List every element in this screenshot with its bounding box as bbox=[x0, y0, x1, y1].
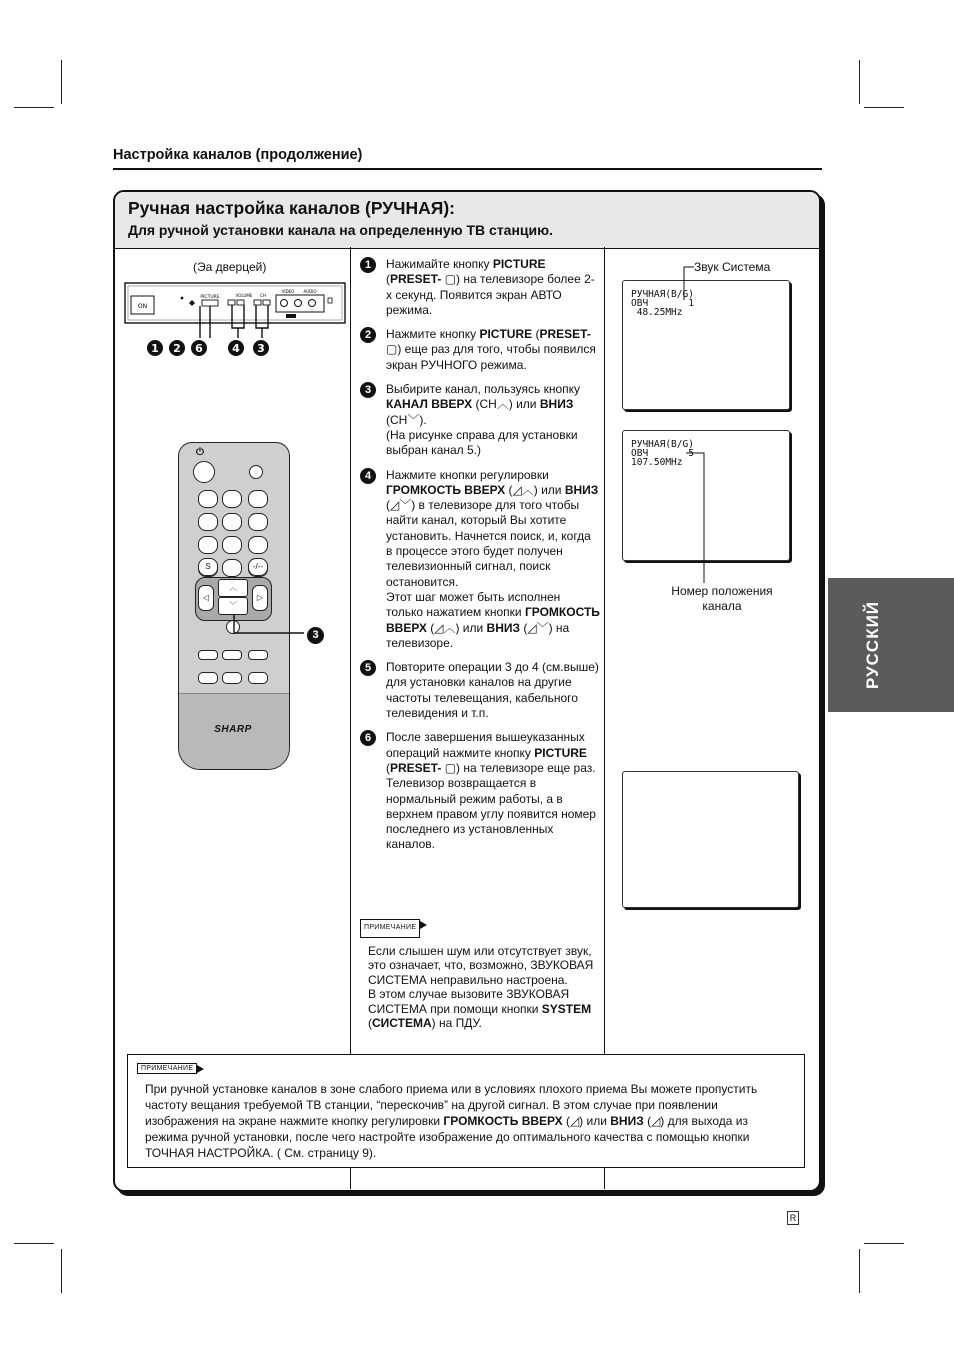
page-mark: R bbox=[787, 1211, 799, 1225]
crop-mark bbox=[864, 107, 904, 108]
osd-screen-3 bbox=[622, 771, 799, 908]
note-tag: ПРИМЕЧАНИЕ bbox=[360, 919, 420, 938]
remote-key[interactable] bbox=[198, 672, 218, 684]
remote-keypad bbox=[178, 442, 288, 768]
bottom-note-text: При ручной установке каналов в зоне слабого приема или в условиях плохого приема Вы можете пропустить частоту вещания требуемой ТВ станции, “перескочив” на другой сигнал. В этом случае при появлении изображения на экране нажмите кнопку регулировки ГРОМКОСТЬ ВВЕРХ (◿) или ВНИЗ (◿) для выхода из режима ручной установки, после чего настройте изображение до оптимального качества с помощью кнопки ТОЧНАЯ НАСТРОЙКА. ( См. страницу 9). bbox=[145, 1082, 758, 1160]
step-number: 6 bbox=[360, 730, 376, 746]
audio-label: AUDIO bbox=[303, 289, 317, 294]
step-text: Нажимайте кнопку PICTURE (PRESET- ▢) на телевизоре более 2-х секунд. Появится экран АВТО режима. bbox=[386, 257, 595, 317]
remote-key[interactable]: -/-- bbox=[248, 558, 268, 576]
volume-label: VOLUME bbox=[235, 293, 253, 298]
osd-line: 48.25MHz bbox=[631, 307, 683, 318]
remote-key[interactable] bbox=[198, 490, 218, 508]
crop-mark bbox=[859, 60, 860, 104]
vol-down-key[interactable]: ◁ bbox=[198, 585, 214, 611]
note-block bbox=[360, 918, 595, 1031]
ch-down-key[interactable]: ﹀ bbox=[218, 597, 248, 615]
step-text: После завершения вышеуказанных операций нажмите кнопку PICTURE (PRESET- ▢) на телевизоре еще раз. Телевизор возвращается в нормальный режим работы, а в верхнем правом углу появится номер последнего из установленных каналов. bbox=[386, 730, 596, 852]
sound-system-label: Звук Система bbox=[694, 260, 771, 274]
column-divider bbox=[350, 1167, 351, 1189]
step-number: 2 bbox=[360, 327, 376, 343]
step-text: Нажмите кнопку PICTURE (PRESET- ▢) еще раз для того, чтобы появился экран РУЧНОГО режима. bbox=[386, 327, 596, 372]
power-label: ON bbox=[137, 303, 148, 310]
vol-up-button[interactable] bbox=[237, 300, 244, 305]
step-item bbox=[360, 382, 600, 458]
crop-mark bbox=[14, 1243, 54, 1244]
remote-brand: SHARP bbox=[214, 724, 252, 735]
channel-label: CH bbox=[260, 293, 266, 298]
step-item bbox=[360, 468, 600, 652]
ch-up-key[interactable]: ︿ bbox=[218, 579, 248, 597]
steps-list bbox=[360, 257, 600, 862]
remote-key[interactable] bbox=[222, 672, 242, 684]
step-number: 1 bbox=[360, 257, 376, 273]
section-header: Настройка каналов (продолжение) bbox=[113, 147, 363, 163]
osd-line: РУЧНАЯ(B/G) bbox=[631, 289, 694, 300]
remote-key[interactable] bbox=[222, 513, 242, 531]
box-title: Ручная настройка каналов (РУЧНАЯ): bbox=[128, 198, 455, 218]
column-divider bbox=[604, 1167, 605, 1189]
picture-label: PICTURE bbox=[200, 295, 220, 300]
step-text: Повторите операции 3 до 4 (см.выше) для установки каналов на другие частоты телевещания, кабельного телевидения и т.п. bbox=[386, 660, 599, 721]
vol-down-button[interactable] bbox=[228, 300, 235, 305]
bottom-note bbox=[127, 1054, 805, 1168]
channel-pos-label: Номер положения канала bbox=[671, 584, 773, 613]
step-number: 4 bbox=[360, 468, 376, 484]
panel-callout: 1 bbox=[151, 342, 159, 355]
panel-callout: 2 bbox=[173, 342, 181, 355]
remote-key[interactable] bbox=[222, 650, 242, 660]
remote-key[interactable] bbox=[248, 490, 268, 508]
crop-mark bbox=[864, 1243, 904, 1244]
osd-line: 107.50MHz bbox=[631, 457, 683, 468]
remote-key[interactable]: S bbox=[198, 558, 218, 576]
remote-key[interactable] bbox=[248, 536, 268, 554]
door-caption: (Эа дверцей) bbox=[193, 260, 267, 274]
vol-up-key[interactable]: ▷ bbox=[252, 585, 268, 611]
picture-button[interactable] bbox=[202, 300, 218, 306]
step-item bbox=[360, 730, 600, 852]
box-subtitle: Для ручной установки канала на определенную ТВ станцию. bbox=[128, 222, 553, 238]
osd-line: РУЧНАЯ(B/G) bbox=[631, 439, 694, 450]
remote-key[interactable] bbox=[198, 650, 218, 660]
crop-mark bbox=[61, 1249, 62, 1293]
step-item bbox=[360, 660, 600, 721]
step-text: Нажмите кнопки регулировки ГРОМКОСТЬ ВВЕРХ (◿︿) или ВНИЗ (◿﹀) в телевизоре для того чтобы найти канал, который Вы хотите установить. Начнется поиск, и, когда в процессе этого будет получен телевизионный сигнал, поиск остановится. Этот шаг может быть исполнен только нажатием кнопки ГРОМКОСТЬ ВВЕРХ (◿︿) или ВНИЗ (◿﹀) на телевизоре. bbox=[386, 467, 600, 650]
crop-mark bbox=[859, 1249, 860, 1293]
column-divider bbox=[604, 247, 605, 1054]
sound-system-pointer bbox=[680, 264, 696, 304]
remote-key[interactable] bbox=[222, 490, 242, 508]
step-number: 3 bbox=[360, 382, 376, 398]
remote-key[interactable] bbox=[198, 513, 218, 531]
note-text: Если слышен шум или отсутствует звук, это означает, что, возможно, ЗВУКОВАЯ СИСТЕМА неправильно настроена. В этом случае вызовите ЗВУКОВАЯ СИСТЕМА при помощи кнопки SYSTEM (СИСТЕМА) на ПДУ. bbox=[368, 943, 594, 1030]
language-tab bbox=[828, 578, 954, 712]
header-rule bbox=[113, 168, 822, 170]
video-label: VIDEO bbox=[281, 289, 295, 294]
crop-mark bbox=[61, 60, 62, 104]
channel-pos-pointer bbox=[684, 450, 724, 585]
language-tab-label: РУССКИЙ bbox=[863, 600, 882, 690]
remote-key[interactable] bbox=[248, 650, 268, 660]
power-icon: ⏻ bbox=[196, 447, 204, 458]
crop-mark bbox=[14, 107, 54, 108]
note-tag: ПРИМЕЧАНИЕ bbox=[137, 1063, 197, 1074]
remote-key[interactable] bbox=[198, 536, 218, 554]
step-text: Выбирите канал, пользуясь кнопку КАНАЛ ВВЕРХ (CH︿) или ВНИЗ (CH﹀). (На рисунке справа для установки выбран канал 5.) bbox=[386, 382, 581, 458]
panel-callout: 3 bbox=[257, 342, 265, 355]
remote-key[interactable] bbox=[222, 536, 242, 554]
ch-down-button[interactable] bbox=[254, 300, 261, 305]
remote-key[interactable] bbox=[248, 672, 268, 684]
tv-control-panel bbox=[120, 278, 350, 368]
remote-key[interactable] bbox=[222, 559, 242, 577]
remote-callout-line bbox=[230, 615, 320, 645]
osd-line: ОВЧ 1 bbox=[631, 298, 694, 309]
column-divider bbox=[350, 247, 351, 1054]
panel-callout: 6 bbox=[195, 342, 203, 355]
step-item bbox=[360, 327, 600, 373]
panel-callout: 4 bbox=[232, 342, 240, 355]
box-header bbox=[115, 192, 819, 249]
step-number: 5 bbox=[360, 660, 376, 676]
step-item bbox=[360, 257, 600, 318]
remote-key[interactable] bbox=[248, 513, 268, 531]
remote-callout: 3 bbox=[307, 627, 324, 644]
osd-screen-1 bbox=[622, 280, 790, 410]
ch-up-button[interactable] bbox=[263, 300, 270, 305]
osd-line: ОВЧ 5 bbox=[631, 448, 694, 459]
